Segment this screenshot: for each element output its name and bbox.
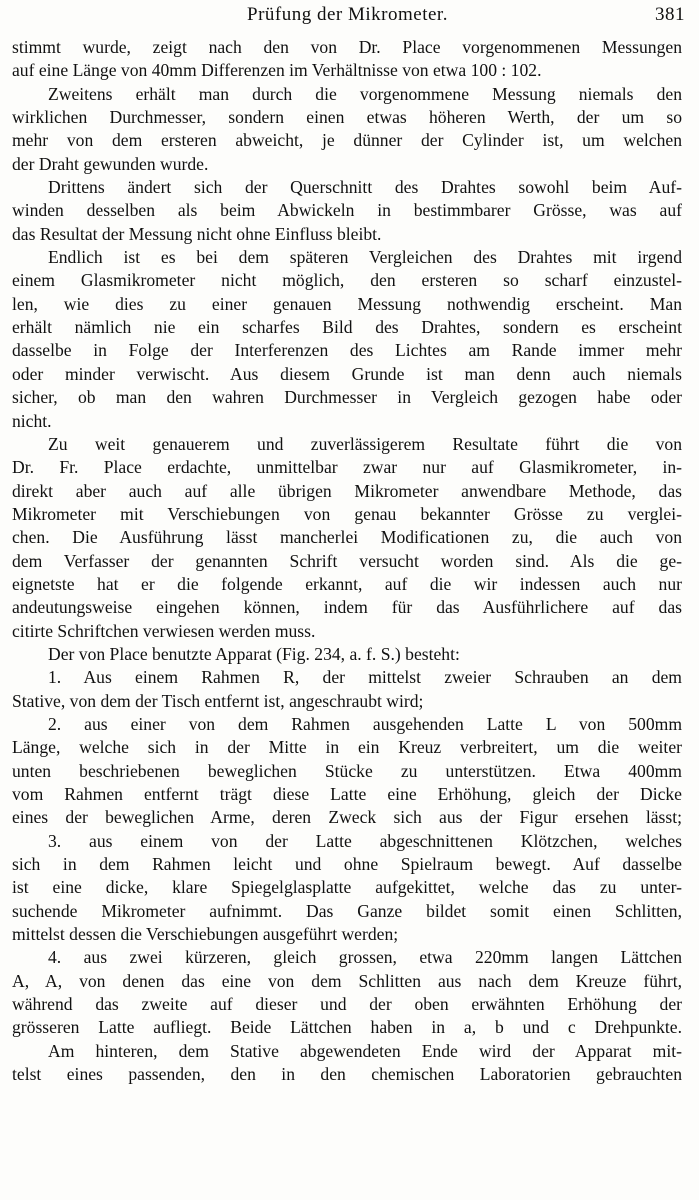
text-line: 4. aus zwei kürzeren, gleich grossen, etwa 220mm langen Lättchen <box>48 947 682 968</box>
text-line: Am hinteren, dem Stative abgewendeten Ende wird der Apparat mit- <box>48 1040 682 1061</box>
running-title: Prüfung der Mikrometer. <box>247 4 448 25</box>
text-line: erhält nämlich nie ein scharfes Bild des Drahtes, sondern es erscheint <box>12 317 682 338</box>
body-text <box>12 36 682 1086</box>
text-line: oder minder verwischt. Aus diesem Grunde ist man denn auch niemals <box>12 363 682 384</box>
text-line: vom Rahmen entfernt trägt diese Latte eine Erhöhung, gleich der Dicke <box>12 784 682 804</box>
text-line: 1. Aus einem Rahmen R, der mittelst zweier Schrauben an dem <box>48 667 682 688</box>
text-line: Mikrometer mit Verschiebungen von genau bekannter Grösse zu verglei- <box>12 503 682 524</box>
text-line: 3. aus einem von der Latte abgeschnittenen Klötzchen, welches <box>48 830 682 851</box>
text-line: einem Glasmikrometer nicht möglich, den ersteren so scharf einzustel- <box>12 270 682 291</box>
text-line: unten beschriebenen beweglichen Stücke zu unterstützen. Etwa 400mm <box>12 760 682 781</box>
text-line: das Resultat der Messung nicht ohne Einfluss bleibt. <box>12 223 382 244</box>
text-line: dasselbe in Folge der Interferenzen des Lichtes am Rande immer mehr <box>12 340 682 361</box>
text-line: auf eine Länge von 40mm Differenzen im Verhältnisse von etwa 100 : 102. <box>12 60 542 81</box>
text-line: ist eine dicke, klare Spiegelglasplatte aufgekittet, welche das zu unter- <box>12 877 682 898</box>
text-line: wirklichen Durchmesser, sondern einen etwas höheren Werth, der um so <box>12 107 682 128</box>
text-line: chen. Die Ausführung lässt mancherlei Modificationen zu, die auch von <box>12 527 682 548</box>
text-line: sicher, ob man den wahren Durchmesser in Vergleich gezogen habe oder <box>12 387 682 408</box>
page-number: 381 <box>655 4 685 25</box>
text-line: suchende Mikrometer aufnimmt. Das Ganze bildet somit einen Schlitten, <box>12 900 682 921</box>
text-line: eignetste hat er die folgende erkannt, auf die wir indessen auch nur <box>12 573 682 594</box>
text-line: Drittens ändert sich der Querschnitt des Drahtes sowohl beim Auf- <box>48 177 682 198</box>
text-line: 2. aus einer von dem Rahmen ausgehenden Latte L von 500mm <box>48 713 682 734</box>
text-line: grösseren Latte aufliegt. Beide Lättchen haben in a, b und c Drehpunkte. <box>12 1017 682 1038</box>
text-line: Zweitens erhält man durch die vorgenommene Messung niemals den <box>48 83 682 104</box>
text-line: Endlich ist es bei dem späteren Vergleichen des Drahtes mit irgend <box>48 247 682 268</box>
text-line: mehr von dem ersteren abweicht, je dünner der Cylinder ist, um welchen <box>12 130 682 151</box>
text-line: stimmt wurde, zeigt nach den von Dr. Place vorgenommenen Messungen <box>12 37 682 57</box>
text-line: der Draht gewunden wurde. <box>12 153 209 174</box>
text-line: sich in dem Rahmen leicht und ohne Spielraum bewegt. Auf dasselbe <box>12 854 682 875</box>
text-line: A, A, von denen das eine von dem Schlitten aus nach dem Kreuze führt, <box>12 970 682 991</box>
text-line: nicht. <box>12 410 52 431</box>
text-line: andeutungsweise eingehen können, indem für das Ausführlichere auf das <box>12 597 682 618</box>
text-line: Der von Place benutzte Apparat (Fig. 234, a. f. S.) besteht: <box>48 643 460 664</box>
text-line: Zu weit genauerem und zuverlässigerem Resultate führt die von <box>48 433 682 454</box>
text-line: telst eines passenden, den in den chemischen Laboratorien gebrauchten <box>12 1064 682 1085</box>
text-line: winden desselben als beim Abwickeln in bestimmbarer Grösse, was auf <box>12 200 682 221</box>
text-line: dem Verfasser der genannten Schrift versucht worden sind. Als die ge- <box>12 550 682 571</box>
text-line: mittelst dessen die Verschiebungen ausgeführt werden; <box>12 924 399 945</box>
text-line: Länge, welche sich in der Mitte in ein Kreuz verbreitert, um die weiter <box>12 737 682 758</box>
text-line: Dr. Fr. Place erdachte, unmittelbar zwar nur auf Glasmikrometer, in- <box>12 457 682 478</box>
text-line: Stative, von dem der Tisch entfernt ist, angeschraubt wird; <box>12 690 424 711</box>
running-header <box>10 4 685 28</box>
text-line: len, wie dies zu einer genauen Messung nothwendig erscheint. Man <box>12 293 682 314</box>
text-line: eines der beweglichen Arme, deren Zweck sich aus der Figur ersehen lässt; <box>12 807 682 828</box>
text-line: direkt aber auch auf alle übrigen Mikrometer anwendbare Methode, das <box>12 480 682 501</box>
text-line: während das zweite auf dieser und der oben erwähnten Erhöhung der <box>12 994 682 1015</box>
text-line: citirte Schriftchen verwiesen werden muss. <box>12 620 316 641</box>
